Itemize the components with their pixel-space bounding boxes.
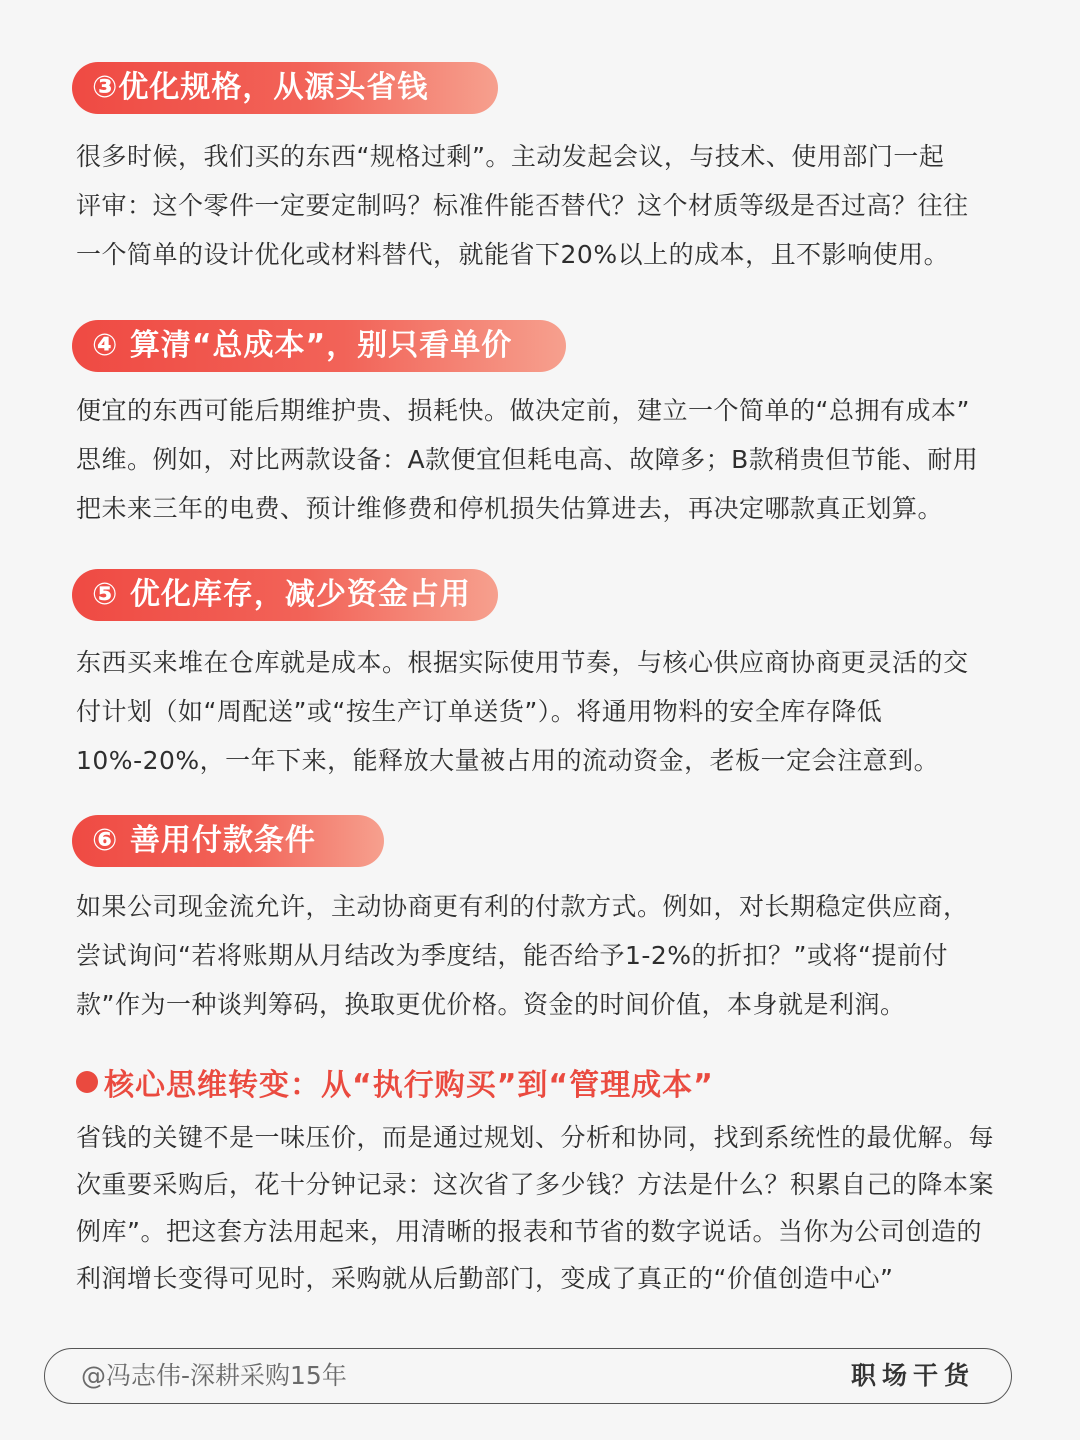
body-line: 次重要采购后，花十分钟记录：这次省了多少钱？方法是什么？积累自己的降本案 [76, 1170, 995, 1199]
body-line: 思维。例如，对比两款设备：A款便宜但耗电高、故障多；B款稍贵但节能、耐用 [76, 445, 979, 474]
bullet-dot-icon [76, 1071, 98, 1093]
section-body-4 [76, 386, 1044, 533]
section-body-3 [76, 132, 1044, 279]
body-line: 如果公司现金流允许，主动协商更有利的付款方式。例如，对长期稳定供应商， [76, 892, 969, 921]
section-title-3: ③优化规格，从源头省钱 [72, 62, 498, 114]
footer-bar [44, 1348, 1012, 1404]
author-handle: @冯志伟-深耕采购15年 [81, 1361, 347, 1390]
body-line: 付计划（如“周配送”或“按生产订单送货”）。将通用物料的安全库存降低 [76, 697, 883, 726]
section-title-4: ④ 算清“总成本”，别只看单价 [72, 320, 566, 372]
body-line: 把未来三年的电费、预计维修费和停机损失估算进去，再决定哪款真正划算。 [76, 494, 944, 523]
body-line: 便宜的东西可能后期维护贵、损耗快。做决定前，建立一个简单的“总拥有成本” [76, 396, 970, 425]
body-line: 10%-20%，一年下来，能释放大量被占用的流动资金，老板一定会注意到。 [76, 746, 940, 775]
core-heading-text: 核心思维转变：从“执行购买”到“管理成本” [104, 1068, 714, 1103]
section-title-5: ⑤ 优化库存，减少资金占用 [72, 569, 498, 621]
body-line: 很多时候，我们买的东西“规格过剩”。主动发起会议，与技术、使用部门一起 [76, 142, 945, 171]
body-line: 东西买来堆在仓库就是成本。根据实际使用节奏，与核心供应商协商更灵活的交 [76, 648, 969, 677]
section-title-6: ⑥ 善用付款条件 [72, 815, 384, 867]
body-line: 评审：这个零件一定要定制吗？标准件能否替代？这个材质等级是否过高？往往 [76, 191, 969, 220]
core-heading [76, 1060, 714, 1104]
body-line: 款”作为一种谈判筹码，换取更优价格。资金的时间价值，本身就是利润。 [76, 990, 906, 1019]
body-line: 利润增长变得可见时，采购就从后勤部门，变成了真正的“价值创造中心” [76, 1264, 894, 1293]
core-body [76, 1114, 1044, 1302]
body-line: 省钱的关键不是一味压价，而是通过规划、分析和协同，找到系统性的最优解。每 [76, 1123, 995, 1152]
category-tag: 职场干货 [850, 1361, 975, 1390]
body-line: 例库”。把这套方法用起来，用清晰的报表和节省的数字说话。当你为公司创造的 [76, 1217, 982, 1246]
body-line: 尝试询问“若将账期从月结改为季度结，能否给予1-2%的折扣？”或将“提前付 [76, 941, 948, 970]
body-line: 一个简单的设计优化或材料替代，就能省下20%以上的成本，且不影响使用。 [76, 240, 950, 269]
section-body-6 [76, 882, 1044, 1029]
section-body-5 [76, 638, 1044, 785]
